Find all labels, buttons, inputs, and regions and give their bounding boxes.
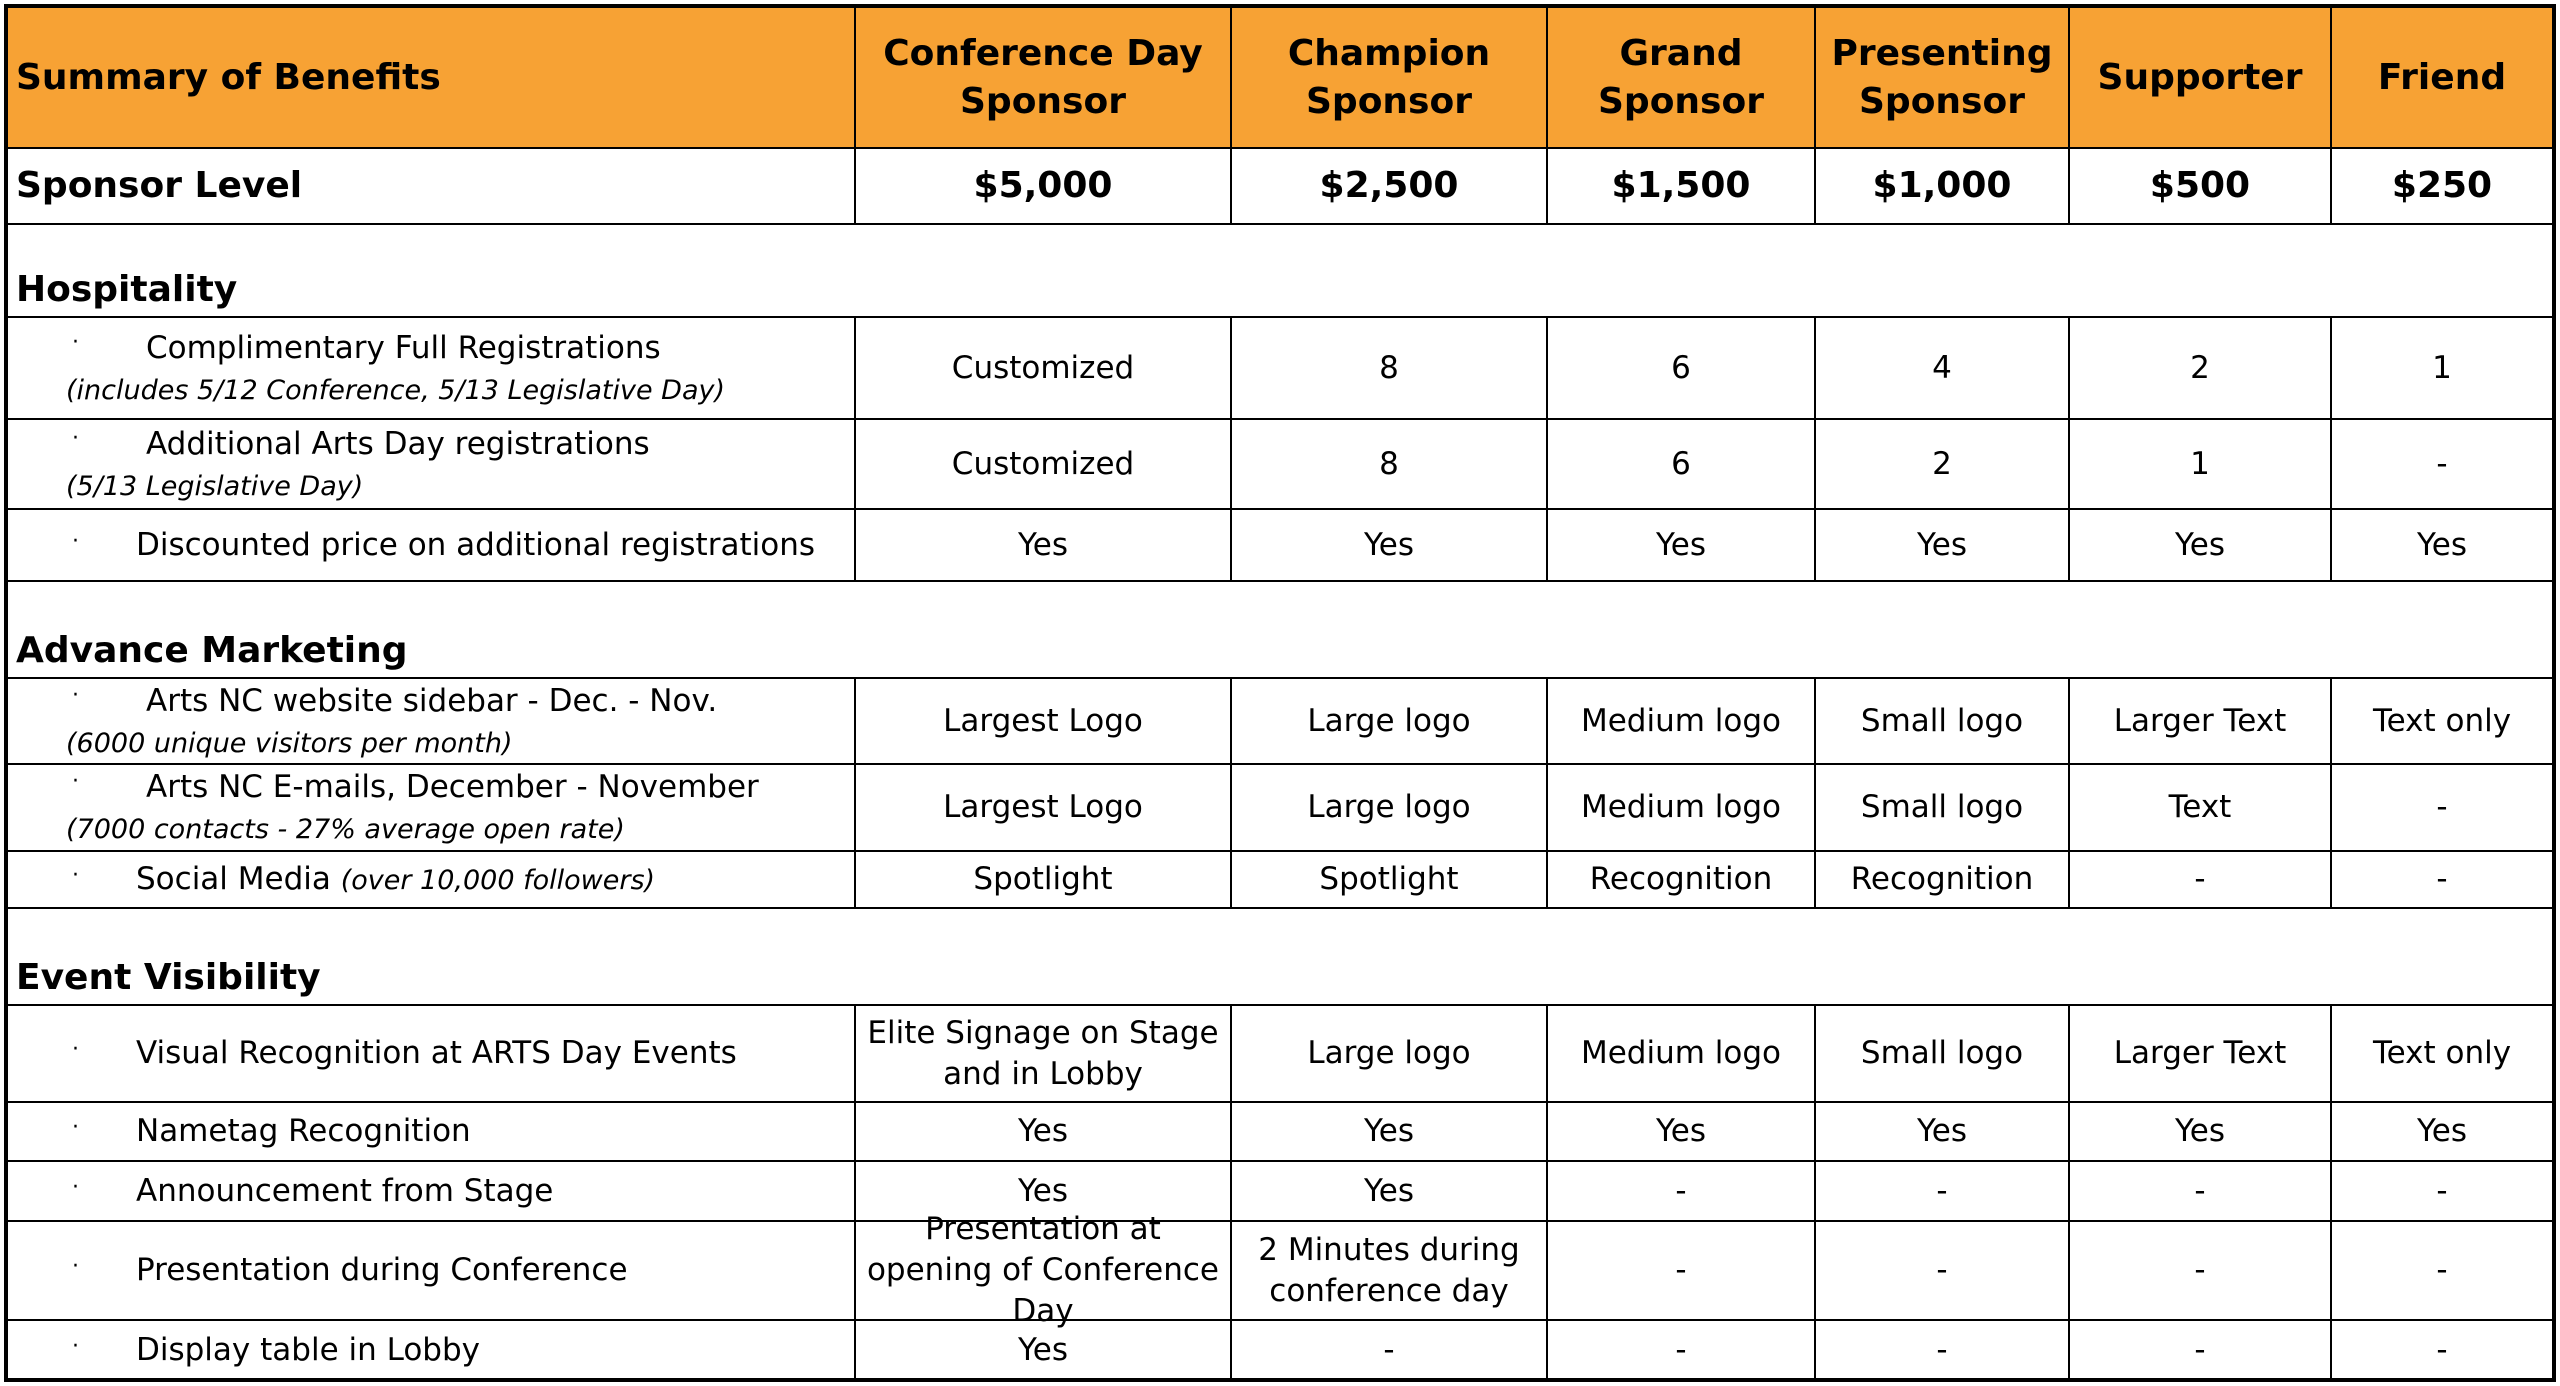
benefit-value: - xyxy=(2436,861,2448,898)
benefit-label-cell xyxy=(8,1222,856,1319)
benefit-value: Larger Text xyxy=(2070,1006,2332,1101)
benefit-value: Large logo xyxy=(1232,765,1548,850)
benefit-value: Customized xyxy=(856,420,1232,508)
benefit-label xyxy=(16,681,717,762)
section-title: Advance Marketing xyxy=(16,630,408,672)
benefit-value: Yes xyxy=(1548,510,1816,580)
bullet-icon: · xyxy=(72,528,79,554)
column-header-5: Supporter xyxy=(2070,8,2332,147)
benefit-inline-note: (over 10,000 followers) xyxy=(340,865,656,897)
sponsor-level-label: Sponsor Level xyxy=(8,149,856,223)
benefit-value: Large logo xyxy=(1232,1006,1548,1101)
bullet-icon: · xyxy=(72,425,79,451)
benefit-value: - xyxy=(2436,1252,2448,1289)
benefit-value: Small logo xyxy=(1816,679,2070,763)
sponsor-level-price: $500 xyxy=(2070,149,2332,223)
benefit-label xyxy=(16,1330,480,1371)
section-header-row xyxy=(8,909,2552,1006)
benefit-value: - xyxy=(1548,1321,1816,1380)
benefit-row xyxy=(8,510,2552,582)
benefit-value: Small logo xyxy=(1816,1006,2070,1101)
sponsor-level-price: $5,000 xyxy=(856,149,1232,223)
benefit-note: (5/13 Legislative Day) xyxy=(66,470,364,502)
benefit-value: Yes xyxy=(1232,510,1548,580)
benefit-label-cell xyxy=(8,1006,856,1101)
benefit-label-text: Complimentary Full Registrations xyxy=(146,329,661,366)
benefit-value: Medium logo xyxy=(1548,679,1816,763)
column-header-6: Friend xyxy=(2377,56,2507,98)
column-header-2: Champion Sponsor xyxy=(1232,8,1548,147)
benefit-label xyxy=(16,1033,737,1074)
benefit-row xyxy=(8,1211,2552,1329)
benefit-value: Large logo xyxy=(1232,679,1548,763)
benefit-label-cell xyxy=(8,679,856,763)
benefit-label-text: Additional Arts Day registrations xyxy=(146,425,650,462)
benefit-value: Yes xyxy=(856,510,1232,580)
sponsor-level-price: $1,000 xyxy=(1816,149,2070,223)
benefit-label-text: Discounted price on additional registrations xyxy=(136,526,815,563)
benefit-label xyxy=(16,328,725,409)
sponsor-level-price: $250 xyxy=(2391,165,2493,207)
benefit-label-text: Visual Recognition at ARTS Day Events xyxy=(136,1035,737,1072)
benefit-value: Text only xyxy=(2372,1035,2512,1072)
benefit-value: - xyxy=(2070,1321,2332,1380)
benefit-label xyxy=(16,1250,628,1291)
bullet-icon: · xyxy=(72,1115,79,1141)
benefit-row xyxy=(8,679,2552,765)
benefit-value: Yes xyxy=(1816,1103,2070,1160)
section-title: Hospitality xyxy=(16,269,238,311)
benefit-value: - xyxy=(2070,1222,2332,1319)
benefit-value: - xyxy=(1548,1222,1816,1319)
benefit-label-text: Arts NC website sidebar - Dec. - Nov. xyxy=(146,682,718,719)
benefit-value: 2 Minutes during conference day xyxy=(1232,1222,1548,1319)
benefit-label-cell xyxy=(8,1321,856,1380)
benefit-value: - xyxy=(2436,445,2448,482)
benefit-value: Yes xyxy=(1232,1162,1548,1220)
sponsor-level-price: $1,500 xyxy=(1548,149,1816,223)
benefit-value: Yes xyxy=(856,1103,1232,1160)
benefit-value: - xyxy=(1816,1162,2070,1220)
benefit-note: (includes 5/12 Conference, 5/13 Legislative Day) xyxy=(66,374,725,406)
bullet-icon: · xyxy=(72,1254,79,1280)
benefit-value: - xyxy=(2070,1162,2332,1220)
benefit-label-main: Social Media xyxy=(136,861,331,898)
benefit-row xyxy=(8,1103,2552,1162)
section-title: Event Visibility xyxy=(16,957,321,999)
benefit-label xyxy=(16,767,759,848)
benefit-label-text: Display table in Lobby xyxy=(136,1332,480,1369)
benefit-label-cell xyxy=(8,318,856,418)
bullet-icon: · xyxy=(72,769,79,795)
sponsor-level-price: $2,500 xyxy=(1232,149,1548,223)
benefit-label-cell xyxy=(8,510,856,580)
benefit-value: Spotlight xyxy=(1232,852,1548,907)
sponsorship-benefits-table xyxy=(4,4,2556,1382)
benefit-value: Elite Signage on Stage and in Lobby xyxy=(856,1006,1232,1101)
benefit-value: Text xyxy=(2070,765,2332,850)
column-header-3: Grand Sponsor xyxy=(1548,8,1816,147)
benefit-value: Yes xyxy=(2416,526,2468,563)
bullet-icon: · xyxy=(72,1334,79,1360)
benefit-row xyxy=(8,318,2552,420)
header-row xyxy=(8,8,2552,149)
benefit-label xyxy=(16,859,655,900)
benefit-label-text: Nametag Recognition xyxy=(136,1113,471,1150)
benefit-value: Customized xyxy=(856,318,1232,418)
benefit-label xyxy=(16,1171,553,1212)
benefit-note: (6000 unique visitors per month) xyxy=(66,727,513,759)
bullet-icon: · xyxy=(72,1037,79,1063)
benefit-value: - xyxy=(1816,1222,2070,1319)
benefit-value: Yes xyxy=(1816,510,2070,580)
benefit-value: Largest Logo xyxy=(856,765,1232,850)
benefit-value: Yes xyxy=(2070,1103,2332,1160)
benefit-label-text: Announcement from Stage xyxy=(136,1172,554,1209)
bullet-icon: · xyxy=(72,682,79,708)
benefit-value: 8 xyxy=(1232,420,1548,508)
benefit-value: 2 xyxy=(2070,318,2332,418)
benefit-value: 8 xyxy=(1232,318,1548,418)
benefit-value: 1 xyxy=(2432,349,2452,386)
benefit-value: - xyxy=(1548,1162,1816,1220)
benefit-row xyxy=(8,1162,2552,1222)
benefit-value: Yes xyxy=(856,1162,1232,1220)
benefit-value: Spotlight xyxy=(856,852,1232,907)
benefit-label xyxy=(16,424,650,505)
benefit-value: Yes xyxy=(2416,1113,2468,1150)
benefit-label-cell xyxy=(8,420,856,508)
benefit-value: - xyxy=(2436,1332,2448,1369)
benefit-value: Medium logo xyxy=(1548,765,1816,850)
benefit-value: Yes xyxy=(2070,510,2332,580)
benefit-value: Yes xyxy=(1548,1103,1816,1160)
column-header-1: Conference Day Sponsor xyxy=(856,8,1232,147)
bullet-icon: · xyxy=(72,329,79,355)
benefit-value: Text only xyxy=(2372,702,2512,739)
benefit-label xyxy=(16,525,815,566)
benefit-value: Presentation at opening of Conference Day xyxy=(856,1222,1232,1319)
bullet-icon: · xyxy=(72,863,79,889)
benefit-value: Small logo xyxy=(1816,765,2070,850)
bullet-icon: · xyxy=(72,1174,79,1200)
benefit-row xyxy=(8,1006,2552,1103)
benefit-value: 1 xyxy=(2070,420,2332,508)
benefit-label-text: Arts NC E-mails, December - November xyxy=(146,769,759,806)
benefit-row xyxy=(8,765,2552,852)
benefit-value: 6 xyxy=(1548,318,1816,418)
benefit-value: 2 xyxy=(1816,420,2070,508)
benefit-label-cell xyxy=(8,1103,856,1160)
benefit-value: 6 xyxy=(1548,420,1816,508)
section-header-row xyxy=(8,225,2552,318)
benefit-value: Recognition xyxy=(1816,852,2070,907)
benefit-label-text xyxy=(16,859,655,900)
column-header-4: Presenting Sponsor xyxy=(1816,8,2070,147)
summary-of-benefits-heading: Summary of Benefits xyxy=(8,8,856,147)
benefit-value: - xyxy=(2070,852,2332,907)
benefit-value: - xyxy=(1816,1321,2070,1380)
benefit-label-cell xyxy=(8,765,856,850)
benefit-value: Larger Text xyxy=(2070,679,2332,763)
benefit-value: - xyxy=(2436,789,2448,826)
benefit-value: Medium logo xyxy=(1548,1006,1816,1101)
benefit-value: Yes xyxy=(1232,1103,1548,1160)
benefit-label-cell xyxy=(8,1162,856,1220)
benefit-note: (7000 contacts - 27% average open rate) xyxy=(66,814,625,846)
benefit-value: 4 xyxy=(1816,318,2070,418)
section-header-row xyxy=(8,582,2552,679)
sponsor-level-row xyxy=(8,149,2552,225)
benefit-value: Recognition xyxy=(1548,852,1816,907)
benefit-value: Largest Logo xyxy=(856,679,1232,763)
benefit-row xyxy=(8,852,2552,909)
benefit-value: - xyxy=(1232,1321,1548,1380)
benefit-label-cell xyxy=(8,852,856,907)
benefit-row xyxy=(8,1321,2552,1380)
benefit-label xyxy=(16,1111,471,1152)
benefit-row xyxy=(8,420,2552,510)
benefit-label-text: Presentation during Conference xyxy=(136,1252,628,1289)
benefit-value: Yes xyxy=(856,1321,1232,1380)
benefit-value: - xyxy=(2436,1172,2448,1209)
